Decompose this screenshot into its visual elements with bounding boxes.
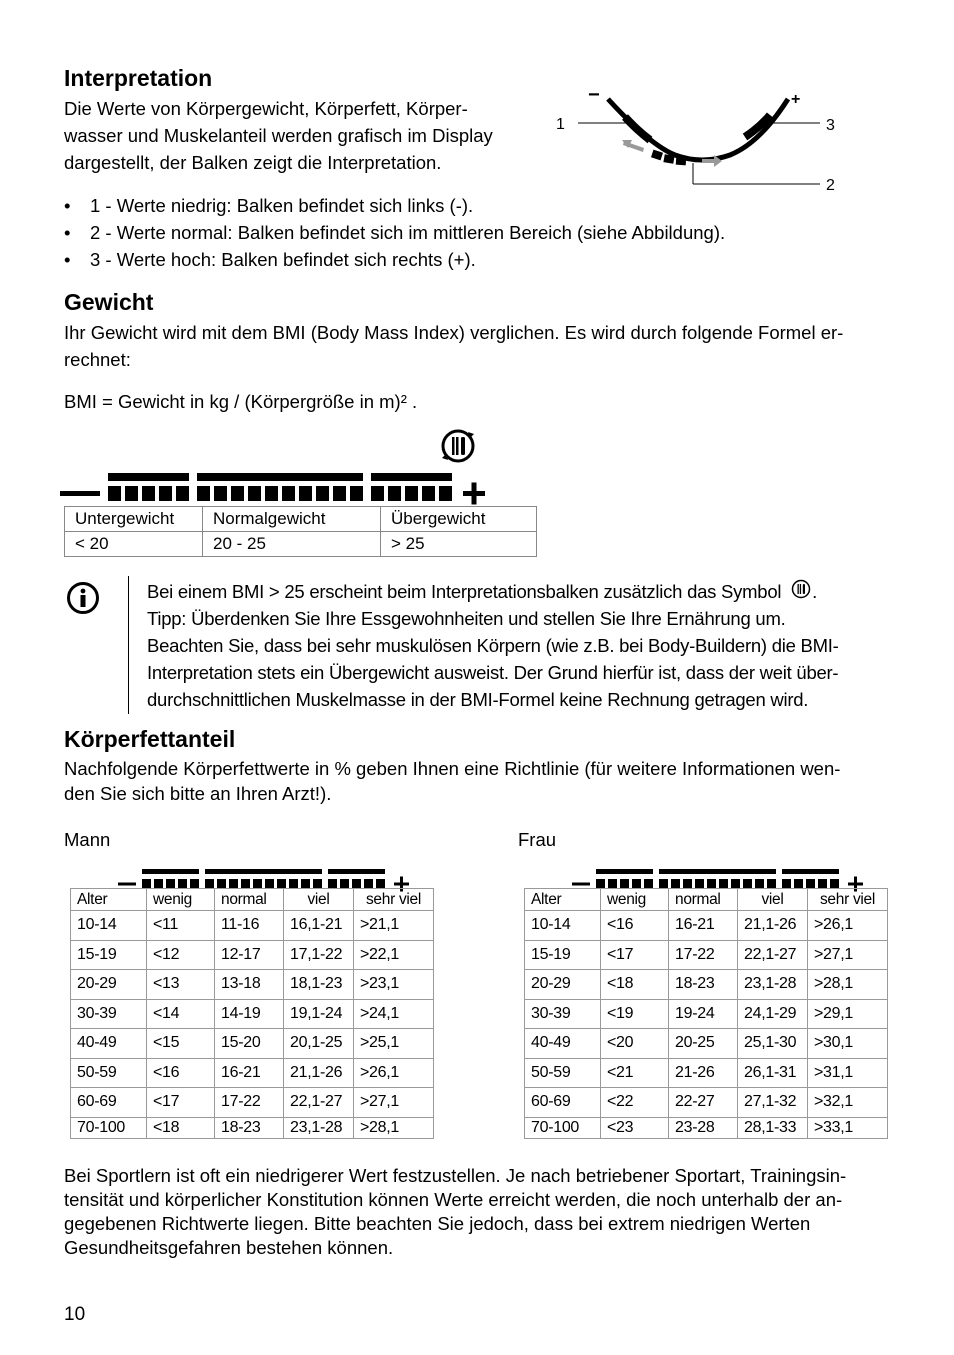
interpretation-heading: Interpretation <box>64 65 213 91</box>
table-cell: <16 <box>147 1058 215 1088</box>
table-row <box>71 1117 434 1138</box>
table-cell: 20-29 <box>71 970 147 1000</box>
scale-group-bar <box>108 473 189 481</box>
table-cell: <17 <box>601 940 669 970</box>
table-cell: >27,1 <box>808 940 888 970</box>
note-line-end: . <box>812 581 818 602</box>
minus-sign <box>572 883 590 886</box>
table-row <box>525 940 888 970</box>
header-cell: normal <box>215 889 284 911</box>
header-cell: sehr viel <box>808 889 888 911</box>
arc-minus: − <box>588 85 600 106</box>
frau-label: Frau <box>518 829 557 850</box>
table-cell: 28,1-33 <box>738 1117 808 1138</box>
table-cell: >23,1 <box>354 970 434 1000</box>
table-cell: 10-14 <box>525 911 601 941</box>
table-cell: 15-19 <box>525 940 601 970</box>
table-cell: 19,1-24 <box>284 999 354 1029</box>
table-row <box>71 940 434 970</box>
scale-group-bar <box>659 869 776 874</box>
paragraph-line: den Sie sich bitte an Ihren Arzt!). <box>64 783 332 804</box>
table-cell: 22,1-27 <box>738 940 808 970</box>
scale-group-bar <box>596 869 653 874</box>
table-cell: 17,1-22 <box>284 940 354 970</box>
table-row <box>71 999 434 1029</box>
paragraph-line: dargestellt, der Balken zeigt die Interpretation. <box>64 152 442 173</box>
mann-table <box>70 888 434 1139</box>
table-cell: >25,1 <box>354 1029 434 1059</box>
header-cell: normal <box>669 889 738 911</box>
note-line-text: Bei einem BMI > 25 erscheint beim Interpretationsbalken zusätzlich das Symbol <box>147 581 782 602</box>
table-cell: 40-49 <box>71 1029 147 1059</box>
table-row <box>65 507 537 532</box>
table-cell: <20 <box>601 1029 669 1059</box>
table-cell: 27,1-32 <box>738 1088 808 1118</box>
table-cell: 21-26 <box>669 1058 738 1088</box>
mann-label: Mann <box>64 829 111 850</box>
paragraph-line: wasser und Muskelanteil werden grafisch im Display <box>64 125 493 146</box>
table-cell: 16,1-21 <box>284 911 354 941</box>
table-cell: >31,1 <box>808 1058 888 1088</box>
minus-sign <box>60 491 100 496</box>
table-row <box>525 911 888 941</box>
table-cell: 70-100 <box>71 1117 147 1138</box>
paragraph-line: Nachfolgende Körperfettwerte in % geben Ihnen eine Richtlinie (für weitere Informationen wen- <box>64 758 841 779</box>
table-cell: 19-24 <box>669 999 738 1029</box>
table-row <box>525 1117 888 1138</box>
table-cell: Normalgewicht <box>203 507 381 532</box>
page-number: 10 <box>64 1304 86 1325</box>
table-row <box>525 999 888 1029</box>
table-row <box>71 1029 434 1059</box>
table-cell: 11-16 <box>215 911 284 941</box>
table-row <box>71 970 434 1000</box>
interpretation-paragraph <box>64 95 534 176</box>
table-cell: 20-25 <box>669 1029 738 1059</box>
table-cell: 24,1-29 <box>738 999 808 1029</box>
fork-knife-cycle-icon <box>442 431 474 461</box>
scale-block <box>176 486 189 501</box>
scale-block <box>333 486 346 501</box>
table-header-row <box>525 889 888 911</box>
note-line: durchschnittlichen Muskelmasse in der BMI-Formel keine Rechnung getragen wird. <box>147 689 809 710</box>
table-cell: >27,1 <box>354 1088 434 1118</box>
note-line: Beachten Sie, dass bei sehr muskulösen Körpern (wie z.B. bei Body-Buildern) die BMI- <box>147 635 839 656</box>
interpretation-arc-diagram <box>550 85 850 200</box>
scale-block <box>248 486 261 501</box>
scale-group-bar <box>197 473 363 481</box>
table-cell: >24,1 <box>354 999 434 1029</box>
table-cell: 14-19 <box>215 999 284 1029</box>
scale-block <box>231 486 244 501</box>
table-cell: 20 - 25 <box>203 532 381 557</box>
scale-block <box>350 486 363 501</box>
table-cell: 50-59 <box>525 1058 601 1088</box>
table-cell: 70-100 <box>525 1117 601 1138</box>
interpretation-bullets <box>64 192 725 273</box>
bullet-item: • 3 - Werte hoch: Balken befindet sich rechts (+). <box>64 246 725 273</box>
table-cell: Übergewicht <box>381 507 537 532</box>
table-cell: > 25 <box>381 532 537 557</box>
table-cell: <18 <box>601 970 669 1000</box>
bullet-item: • 1 - Werte niedrig: Balken befindet sich links (-). <box>64 192 725 219</box>
note-line: Tipp: Überdenken Sie Ihre Essgewohnheiten und stellen Sie Ihre Ernährung um. <box>147 608 786 629</box>
table-cell: 22,1-27 <box>284 1088 354 1118</box>
table-cell: 23,1-28 <box>284 1117 354 1138</box>
scale-block <box>371 486 384 501</box>
table-row <box>525 1058 888 1088</box>
table-cell: 15-19 <box>71 940 147 970</box>
fork-knife-cycle-icon <box>790 578 812 600</box>
scale-block <box>108 486 121 501</box>
scale-block <box>422 486 435 501</box>
table-cell: 16-21 <box>669 911 738 941</box>
arc-label-3: 3 <box>826 117 835 134</box>
paragraph-line: Die Werte von Körpergewicht, Körperfett, Körper- <box>64 98 468 119</box>
paragraph-line: Gesundheitsgefahren bestehen können. <box>64 1237 394 1258</box>
table-row <box>525 1088 888 1118</box>
table-cell: >28,1 <box>808 970 888 1000</box>
scale-block <box>316 486 329 501</box>
scale-group-bar <box>328 869 385 874</box>
table-cell: 60-69 <box>71 1088 147 1118</box>
table-cell: 13-18 <box>215 970 284 1000</box>
scale-block <box>214 486 227 501</box>
table-cell: >26,1 <box>354 1058 434 1088</box>
table-cell: <18 <box>147 1117 215 1138</box>
paragraph-line: tensität und körperlicher Konstitution können Werte erreicht werden, die noch unterhalb der an- <box>64 1189 843 1210</box>
scale-block <box>388 486 401 501</box>
table-cell: < 20 <box>65 532 203 557</box>
table-cell: 60-69 <box>525 1088 601 1118</box>
note-line: Interpretation stets ein Übergewicht ausweist. Der Grund hierfür ist, dass der weit über- <box>147 662 839 683</box>
table-row <box>71 1058 434 1088</box>
table-cell: 21,1-26 <box>284 1058 354 1088</box>
table-cell: >30,1 <box>808 1029 888 1059</box>
table-cell: 25,1-30 <box>738 1029 808 1059</box>
table-cell: <21 <box>601 1058 669 1088</box>
table-cell: >22,1 <box>354 940 434 970</box>
table-cell: 12-17 <box>215 940 284 970</box>
bmi-formula: BMI = Gewicht in kg / (Körpergröße in m)² . <box>64 391 418 412</box>
scale-group-bar <box>371 473 452 481</box>
frau-table <box>524 888 888 1139</box>
bullet-item: • 2 - Werte normal: Balken befindet sich im mittleren Bereich (siehe Abbildung). <box>64 219 725 246</box>
table-cell: 21,1-26 <box>738 911 808 941</box>
table-row <box>525 1029 888 1059</box>
scale-block <box>299 486 312 501</box>
table-cell: <11 <box>147 911 215 941</box>
table-cell: 10-14 <box>71 911 147 941</box>
header-cell: Alter <box>525 889 601 911</box>
arc-diagram-svg <box>550 85 850 200</box>
table-cell: 18-23 <box>215 1117 284 1138</box>
header-cell: wenig <box>601 889 669 911</box>
paragraph-line: Bei Sportlern ist oft ein niedrigerer Wert festzustellen. Je nach betriebener Sportart, Trainingsin- <box>64 1165 847 1186</box>
table-cell: <14 <box>147 999 215 1029</box>
table-cell: >26,1 <box>808 911 888 941</box>
arc-label-1: 1 <box>556 116 565 133</box>
table-row <box>71 911 434 941</box>
note-line <box>147 578 892 605</box>
scale-group-bar <box>782 869 839 874</box>
table-cell: 20-29 <box>525 970 601 1000</box>
scale-group-bar <box>205 869 322 874</box>
arc-plus: + <box>791 91 801 108</box>
paragraph-line: Ihr Gewicht wird mit dem BMI (Body Mass Index) verglichen. Es wird durch folgende Formel er- <box>64 322 844 343</box>
note-divider <box>128 576 129 714</box>
note-text <box>147 578 892 713</box>
table-cell: 22-27 <box>669 1088 738 1118</box>
table-cell: Untergewicht <box>65 507 203 532</box>
bmi-scale-bar <box>60 425 520 505</box>
header-cell: viel <box>284 889 354 911</box>
scale-block <box>159 486 172 501</box>
gewicht-heading: Gewicht <box>64 289 154 315</box>
table-row <box>65 532 537 557</box>
table-cell: 18,1-23 <box>284 970 354 1000</box>
table-cell: <22 <box>601 1088 669 1118</box>
table-cell: 26,1-31 <box>738 1058 808 1088</box>
table-cell: 15-20 <box>215 1029 284 1059</box>
table-cell: <16 <box>601 911 669 941</box>
scale-block <box>439 486 452 501</box>
table-cell: 40-49 <box>525 1029 601 1059</box>
header-cell: viel <box>738 889 808 911</box>
table-cell: 23-28 <box>669 1117 738 1138</box>
table-cell: 23,1-28 <box>738 970 808 1000</box>
scale-block <box>142 486 155 501</box>
scale-group-bar <box>142 869 199 874</box>
scale-block <box>265 486 278 501</box>
header-cell: Alter <box>71 889 147 911</box>
table-cell: 17-22 <box>215 1088 284 1118</box>
table-cell: <15 <box>147 1029 215 1059</box>
koerperfett-paragraph <box>64 756 904 806</box>
table-cell: >28,1 <box>354 1117 434 1138</box>
table-header-row <box>71 889 434 911</box>
scale-block <box>197 486 210 501</box>
koerperfett-heading: Körperfettanteil <box>64 726 236 752</box>
table-cell: <17 <box>147 1088 215 1118</box>
table-cell: 30-39 <box>525 999 601 1029</box>
gewicht-paragraph <box>64 319 904 373</box>
paragraph-line: rechnet: <box>64 349 131 370</box>
table-cell: >29,1 <box>808 999 888 1029</box>
table-cell: <19 <box>601 999 669 1029</box>
table-cell: <12 <box>147 940 215 970</box>
plus-sign <box>472 483 477 505</box>
table-cell: >21,1 <box>354 911 434 941</box>
paragraph-line: gegebenen Richtwerte liegen. Bitte beachten Sie jedoch, dass bei extrem niedrigen Werten <box>64 1213 811 1234</box>
arc-label-2: 2 <box>826 177 835 194</box>
table-cell: 30-39 <box>71 999 147 1029</box>
minus-sign <box>118 883 136 886</box>
arc-segment-low <box>625 117 650 140</box>
table-cell: >32,1 <box>808 1088 888 1118</box>
table-cell: 20,1-25 <box>284 1029 354 1059</box>
header-cell: sehr viel <box>354 889 434 911</box>
header-cell: wenig <box>147 889 215 911</box>
table-cell: <23 <box>601 1117 669 1138</box>
scale-block <box>282 486 295 501</box>
scale-block <box>405 486 418 501</box>
table-cell: 16-21 <box>215 1058 284 1088</box>
table-cell: 50-59 <box>71 1058 147 1088</box>
table-cell: 17-22 <box>669 940 738 970</box>
koerperfett-footer <box>64 1164 904 1260</box>
bmi-bar-svg <box>60 425 520 505</box>
table-cell: <13 <box>147 970 215 1000</box>
bmi-table <box>64 506 537 557</box>
table-cell: >33,1 <box>808 1117 888 1138</box>
scale-block <box>125 486 138 501</box>
info-icon <box>66 581 100 615</box>
table-row <box>71 1088 434 1118</box>
table-cell: 18-23 <box>669 970 738 1000</box>
table-row <box>525 970 888 1000</box>
